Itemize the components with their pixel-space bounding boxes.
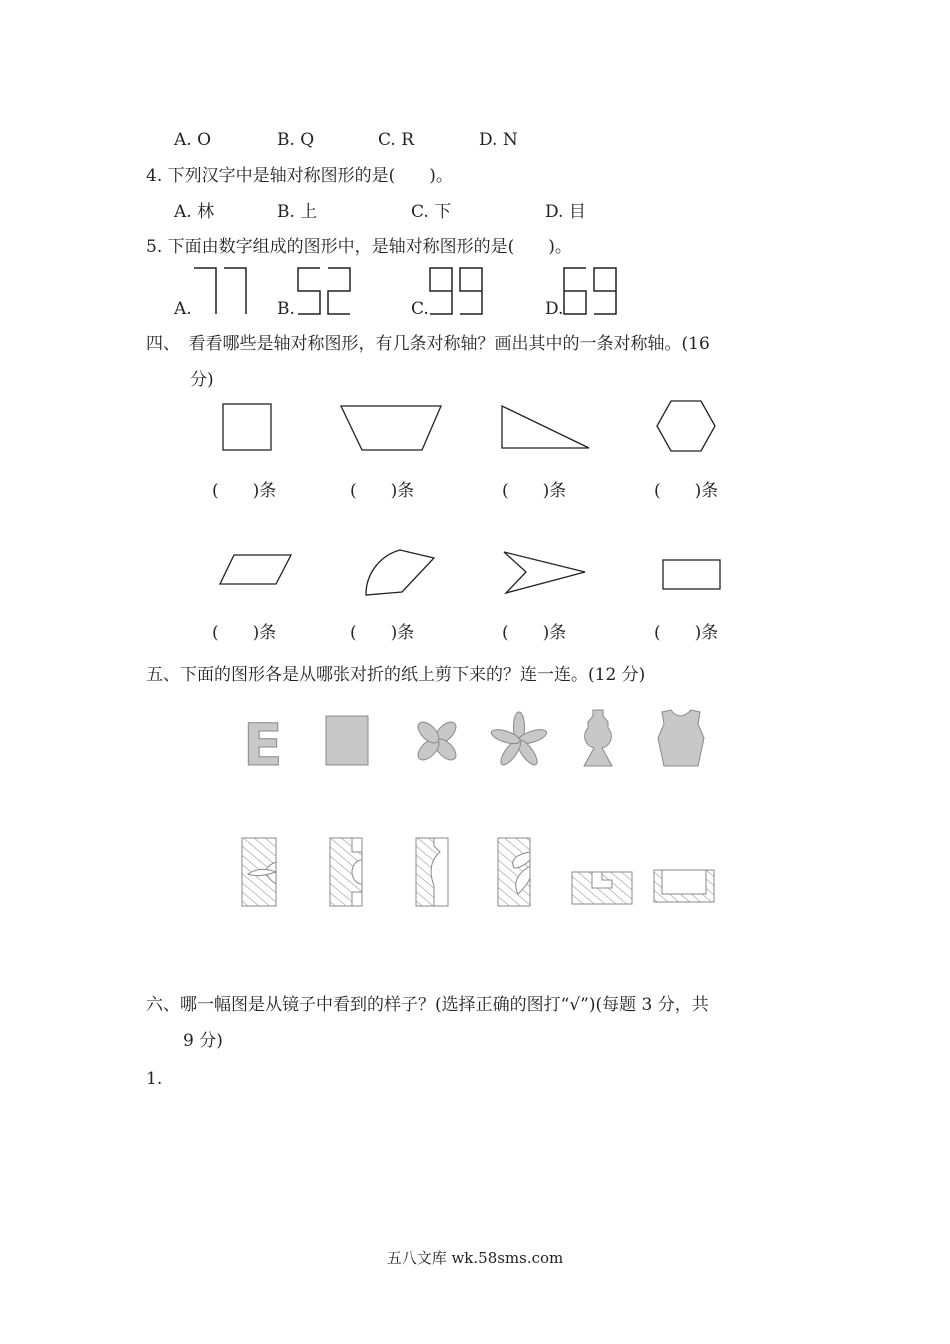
- q5-option-d-letter: D.: [545, 299, 564, 319]
- q5-option-c-digits-figure: [428, 266, 488, 316]
- folded-paper-petal-1: [242, 838, 276, 906]
- folded-paper-u-6: [654, 870, 714, 902]
- blank-sector[interactable]: ( )条: [350, 623, 415, 643]
- folded-paper-petal-4: [498, 838, 530, 906]
- blank-arrow[interactable]: ( )条: [502, 623, 567, 643]
- q5-option-b-letter: B.: [277, 299, 295, 319]
- four-petal-flower-figure: [410, 714, 464, 768]
- section6-item-1: 1.: [146, 1069, 163, 1089]
- blank-trapezoid[interactable]: ( )条: [350, 481, 415, 501]
- q5-option-c-letter: C.: [411, 299, 429, 319]
- q5-option-a-digits-figure: [192, 266, 252, 316]
- rectangle-shape: [662, 559, 722, 591]
- square-figure: [325, 715, 371, 767]
- letter-e-figure: [242, 711, 283, 779]
- q4-question: 4. 下列汉字中是轴对称图形的是( )。: [146, 166, 453, 186]
- arrow-shape: [502, 550, 590, 595]
- q3-option-c: C. R: [378, 130, 415, 150]
- blank-hexagon[interactable]: ( )条: [654, 481, 719, 501]
- q4-option-c: C. 下: [411, 202, 452, 222]
- section6-title: 六、哪一幅图是从镜子中看到的样子？(选择正确的图打“√”)(每题 3 分，共: [146, 995, 709, 1015]
- parallelogram-shape: [218, 553, 296, 588]
- q5-option-d-digits-figure: [562, 266, 622, 316]
- folded-paper-square-5: [572, 872, 632, 904]
- section6-title-cont: 9 分): [183, 1031, 223, 1051]
- q5-question: 5. 下面由数字组成的图形中，是轴对称图形的是( )。: [146, 237, 572, 257]
- fan-sector-shape: [362, 546, 438, 598]
- blank-triangle[interactable]: ( )条: [502, 481, 567, 501]
- letter-e-glyph: E: [243, 711, 283, 779]
- section4-title-cont: 分): [190, 370, 214, 390]
- hexagon-shape: [655, 399, 720, 454]
- q5-option-a-letter: A.: [174, 299, 192, 319]
- q3-option-d: D. N: [479, 130, 518, 150]
- blank-parallelogram[interactable]: ( )条: [212, 623, 277, 643]
- folded-paper-notch-2: [330, 838, 362, 906]
- vest-figure: [656, 708, 706, 770]
- q3-option-b: B. Q: [277, 130, 315, 150]
- blank-rectangle[interactable]: ( )条: [654, 623, 719, 643]
- folded-paper-curve-3: [416, 838, 448, 906]
- right-triangle-shape: [500, 404, 595, 454]
- page-footer: 五八文库 wk.58sms.com: [386, 1249, 564, 1267]
- section4-title: 四、 看看哪些是轴对称图形，有几条对称轴？画出其中的一条对称轴。(16: [146, 334, 710, 354]
- q4-option-d: D. 目: [545, 202, 586, 222]
- blank-square[interactable]: ( )条: [212, 481, 277, 501]
- square-shape: [222, 403, 272, 453]
- section5-title: 五、下面的图形各是从哪张对折的纸上剪下来的？连一连。(12 分): [146, 665, 646, 685]
- vase-figure: [578, 708, 618, 770]
- q3-option-a: A. O: [174, 130, 212, 150]
- folded-papers-row: [238, 834, 738, 914]
- q5-option-b-digits-figure: [296, 266, 356, 316]
- q4-option-a: A. 林: [174, 202, 215, 222]
- trapezoid-shape: [340, 404, 445, 454]
- q4-option-b: B. 上: [277, 202, 318, 222]
- five-petal-flower-figure: [488, 708, 550, 770]
